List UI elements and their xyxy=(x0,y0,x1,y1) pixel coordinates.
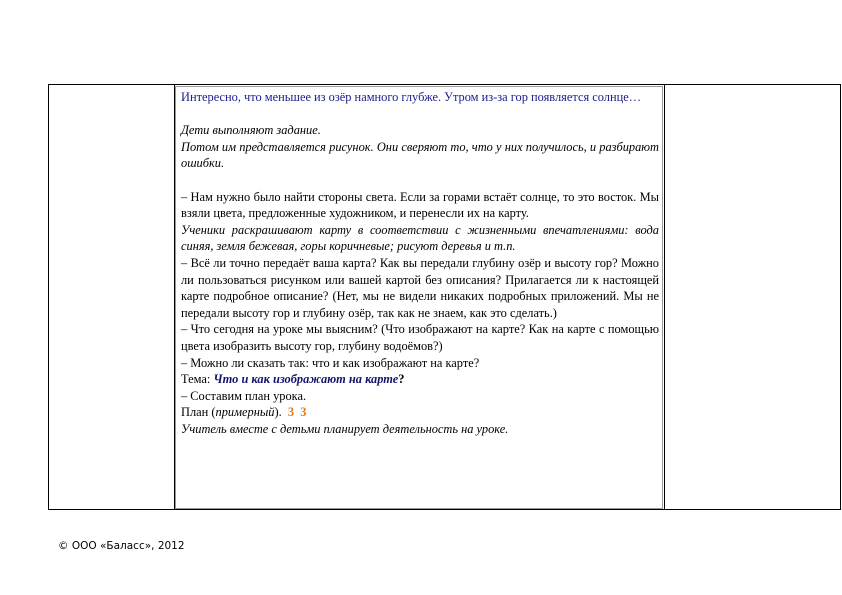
plan-number-2: 3 xyxy=(300,405,307,420)
plan-intro: – Составим план урока. xyxy=(181,388,307,403)
closing-note: Учитель вместе с детьми планирует деятельность на уроке. xyxy=(181,421,509,436)
plan-word: примерный xyxy=(215,405,275,420)
plan-number-1: 3 xyxy=(287,405,295,420)
question-lesson-goal: – Что сегодня на уроке мы выясним? (Что изображают на карте? Как на карте с помощью цвета изобразить высоту гор, глубину водоёмов?) xyxy=(181,322,659,353)
plan-line xyxy=(181,404,659,421)
theme-mark: ? xyxy=(398,372,405,387)
plan-label: План ( xyxy=(181,405,216,420)
student-answer: – Нам нужно было найти стороны света. Если за горами встаёт солнце, то это восток. Мы взяли цвета, предложенные художником, и перенесли их на карту. xyxy=(181,189,659,221)
intro-paragraph: Интересно, что меньшее из озёр намного глубже. Утром из-за гор появляется солнце… xyxy=(181,90,642,104)
lesson-table xyxy=(48,84,841,510)
lesson-text-cell xyxy=(181,89,659,437)
theme-title: Что и как изображают на карте xyxy=(213,372,399,387)
lesson-theme xyxy=(181,371,659,388)
task-instruction: Дети выполняют задание. xyxy=(181,123,321,138)
question-formulation: – Можно ли сказать так: что и как изображают на карте? xyxy=(181,355,480,370)
copyright-footer: © ООО «Баласс», 2012 xyxy=(58,540,185,552)
plan-close: ). xyxy=(274,405,282,420)
theme-label: Тема: xyxy=(181,372,214,387)
coloring-note: Ученики раскрашивают карту в соответствии с жизненными впечатлениями: вода синяя, земля бежевая, горы коричневые; рисуют деревья и т.п. xyxy=(181,222,659,254)
table-column-divider-right xyxy=(664,85,665,509)
task-description: Потом им представляется рисунок. Они сверяют то, что у них получилось, и разбирают ошибки. xyxy=(181,139,659,171)
question-map-accuracy: – Всё ли точно передаёт ваша карта? Как вы передали глубину озёр и высоту гор? Можно ли пользоваться рисунком или вашей картой без описания? Прилагается ли к настоящей карте подробное описание? (Нет, мы не видели никаких подробных приложений. Мы не передали высоту гор и глубину озёр, так как не знаем, как это сделать.) xyxy=(181,255,659,320)
